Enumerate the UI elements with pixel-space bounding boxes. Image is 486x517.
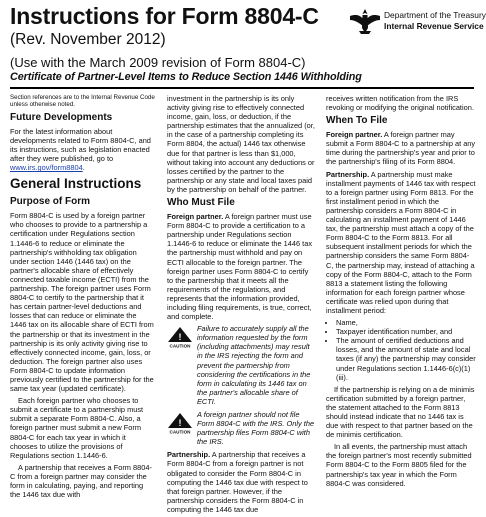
who-must-file-heading: Who Must File bbox=[167, 197, 235, 209]
caution-text-1: Failure to accurately supply all the information requested by the form (including attachments) may result in the IRS rejecting the form and prevent the partnership from considering the certifications in the form in calculating its 1446 tax on the partner's allocable share of ECTI. bbox=[197, 324, 311, 406]
treasury-irs-logo bbox=[348, 4, 486, 38]
foreign-partner-text: A foreign partner must use Form 8804-C to provide a certification to a partnership under Regulations section 1.1446-6 to reduce or eliminate the 1446 tax the partnership must withhold and pay on ECTI allocable to the foreign partner. The foreign partner uses Form 8804-C to certify to the partnership that it meets all the requirements of the regulations, and represents that the information provided, including filing requirements, is true, correct, and complete. bbox=[167, 212, 313, 322]
caution-label: CAUTION bbox=[169, 343, 191, 349]
eagle-icon bbox=[348, 6, 382, 36]
revision-date: (Rev. November 2012) bbox=[10, 31, 166, 48]
partnership-label: Partnership. bbox=[167, 450, 211, 460]
section-references-note: Section references are to the Internal Revenue Code unless otherwise noted. bbox=[10, 94, 155, 109]
future-developments-period: . bbox=[82, 163, 85, 173]
caution-block-2 bbox=[167, 410, 315, 446]
revocation-paragraph: receives written notification from the IRS revoking or modifying the original notification. bbox=[326, 94, 474, 113]
caution-block-1 bbox=[167, 324, 315, 406]
svg-text:!: ! bbox=[178, 418, 182, 428]
partnership-text: A partnership that receives a Form 8804-C from a foreign partner is not obligated to consider the Form 8804-C in computing the 1446 tax due with respect to that foreign partner. However, if the partnership considers the Form 8804-C in computing the 1446 tax due bbox=[167, 450, 308, 514]
purpose-heading: Purpose of Form bbox=[10, 196, 91, 208]
de-minimis-paragraph: investment in the partnership is its only activity giving rise to effectively connected income, gain, loss, or deduction, if the partnership estimates that the annualized (or, in the case of a partnership completing its Form 8804, the actual) 1446 tax otherwise due for that partner is less than $1,000, without taking into account any deductions or losses certified by the partner to the partnership or any state and local taxes paid by the partnership on behalf of the partner. bbox=[167, 94, 315, 194]
column-right bbox=[326, 94, 476, 491]
partnership-paragraph bbox=[167, 450, 315, 514]
list-item: • Name, bbox=[336, 318, 476, 327]
when-to-file-heading: When To File bbox=[326, 115, 388, 127]
foreign-partner-paragraph bbox=[167, 212, 315, 321]
de-minimis-certification-paragraph: If the partnership is relying on a de minimis certification submitted by a foreign partner, the statement attached to the Form 8813 should instead indicate that no 1446 tax is due with respect to that partner based on the de minimis certification. bbox=[326, 384, 475, 440]
page-title: Instructions for Form 8804-C bbox=[10, 3, 319, 29]
general-instructions-heading: General Instructions bbox=[10, 176, 142, 192]
agency-department: Department of the Treasury bbox=[384, 10, 486, 20]
all-events-paragraph: In all events, the partnership must attach the foreign partner's most recently submitted Form 8804-C to the Form 8805 filed for the partnership's tax year in which the Form 8804-C was considered. bbox=[326, 442, 472, 488]
purpose-paragraph-1: Form 8804-C is used by a foreign partner who chooses to provide to a partnership a certification under Regulations section 1.1446-6 to reduce or eliminate the partnership's withholding tax obligation under section 1446 (1446 tax) on the partner's allocable share of effectively connected taxable income (ECTI) from the partnership. The foreign partner uses Form 8804-C to certify to the partnership that it has certain partner-level deductions and losses that can reduce or eliminate the 1446 tax on its allocable share of ECTI from the partnership or that its investment in the partnership is its only activity giving rise to effectively connected income, gain, loss, or deduction. The foreign partner also uses Form 8804-C to update information previously certified to the partnership for the same tax year (updated certificate). bbox=[10, 211, 154, 394]
list-item: • The amount of certified deductions and losses, and the amount of state and local taxes (if any) the partnership may consider under Regulations section 1.1446-6(c)(1)(iii). bbox=[336, 336, 476, 381]
when-partnership-paragraph bbox=[326, 170, 476, 316]
caution-text-2: A foreign partner should not file Form 8804-C with the IRS. Only the partnership files Form 8804-C with the IRS. bbox=[197, 410, 315, 447]
use-with-note: (Use with the March 2009 revision of Form 8804-C) bbox=[10, 55, 306, 70]
future-developments-heading: Future Developments bbox=[10, 111, 113, 123]
header-divider bbox=[10, 87, 474, 89]
when-foreign-partner-text: A foreign partner may submit a Form 8804-C to a partnership at any time during the partnership's year and prior to the partnership's filing of its Form 8804. bbox=[326, 130, 476, 167]
caution-icon bbox=[167, 412, 193, 434]
future-developments-body: For the latest information about developments related to Form 8804-C, and its instructions, such as legislation enacted after they were published, go to bbox=[10, 126, 151, 164]
foreign-partner-label: Foreign partner. bbox=[167, 212, 224, 222]
purpose-paragraph-2: Each foreign partner who chooses to submit a certificate to a partnership must submit a separate Form 8804-C. Also, a foreign partner must submit a new Form 8804-C for each tax year in which it chooses to utilize the provisions of Regulations section 1.1446-6. bbox=[10, 396, 144, 460]
statement-requirements-list bbox=[326, 318, 476, 382]
form-subtitle: Certificate of Partner-Level Items to Reduce Section 1446 Withholding bbox=[10, 71, 362, 83]
caution-label: CAUTION bbox=[169, 429, 191, 435]
column-middle bbox=[167, 94, 315, 517]
when-partnership-label: Partnership. bbox=[326, 169, 370, 179]
when-partnership-text: A partnership must make installment payments of 1446 tax with respect to a foreign partner using Form 8813. For the first installment period in which the partnership considers a Form 8804-C in calculating an installment payment of 1446 tax, the partnership must attach a copy of the Form 8804-C to the Form 8813. For all subsequent installment periods for which the partnership considers the same Form 8804-C, the partnership may, instead of attaching a copy of the Form 8804-C, attach to the Form 8813 a statement listing the following information for each foreign partner whose certificate was relied upon during that installment period: bbox=[326, 169, 476, 315]
purpose-paragraph-3: A partnership that receives a Form 8804-C from a foreign partner may consider the form in calculating, paying, and reporting the 1446 tax due with bbox=[10, 462, 152, 500]
when-foreign-partner-label: Foreign partner. bbox=[326, 130, 383, 140]
column-left bbox=[10, 94, 155, 502]
svg-text:!: ! bbox=[178, 332, 182, 343]
future-developments-text bbox=[10, 127, 155, 172]
agency-irs: Internal Revenue Service bbox=[384, 21, 484, 31]
irs-form-link[interactable]: www.irs.gov/form8804 bbox=[10, 163, 83, 173]
when-foreign-partner-paragraph bbox=[326, 130, 476, 166]
list-item: • Taxpayer identification number, and bbox=[336, 327, 476, 336]
caution-icon bbox=[167, 326, 193, 348]
